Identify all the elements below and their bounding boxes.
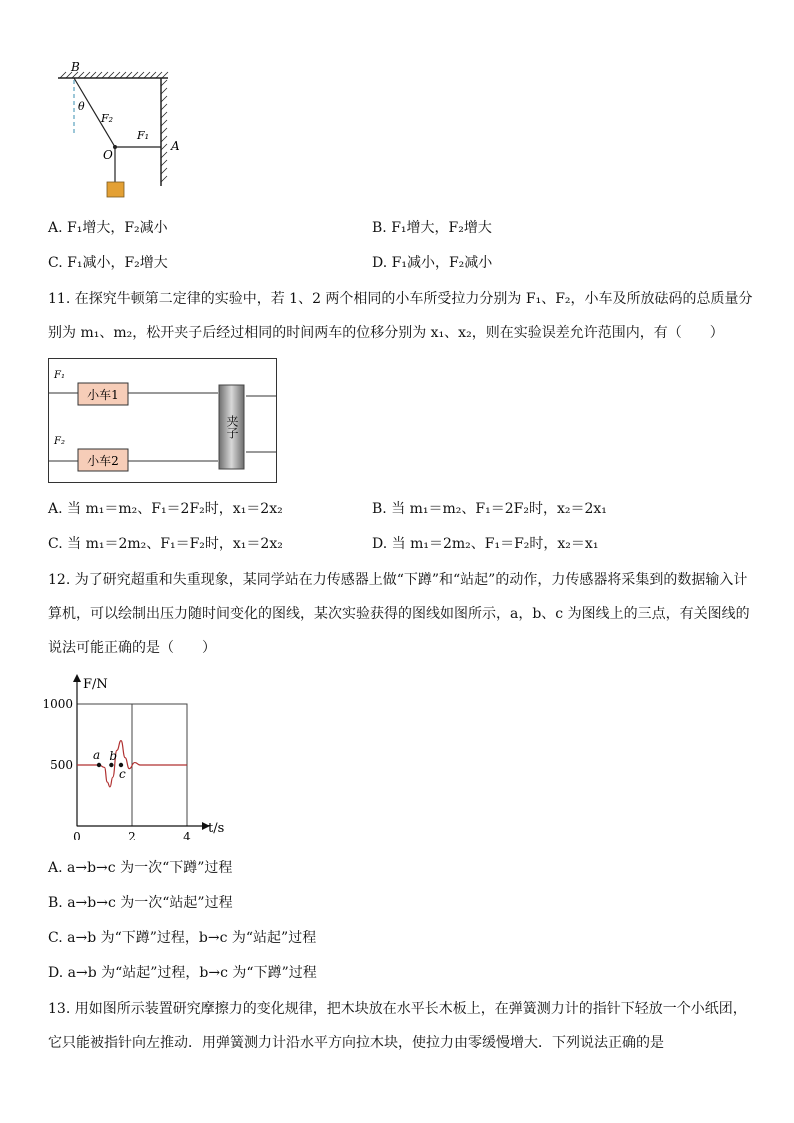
q10-diagram — [40, 58, 200, 208]
y-tick-label: 500 — [50, 758, 73, 772]
y-tick-label: 1000 — [42, 697, 73, 711]
q10-option-a: A. F₁增大，F₂减小 — [48, 220, 168, 236]
q11-option-a: A. 当 m₁＝m₂、F₁＝2F₂时，x₁＝2x₂ — [48, 501, 283, 517]
point-label-c: c — [119, 767, 126, 781]
label-O: O — [103, 148, 113, 162]
y-axis-arrow — [73, 674, 81, 682]
q10-option-b: B. F₁增大，F₂增大 — [372, 220, 492, 236]
car1-label: 小车1 — [87, 388, 119, 402]
q10-option-c: C. F₁减小，F₂增大 — [48, 255, 168, 271]
x-tick-label: 2 — [128, 830, 136, 840]
x-axis-label: t/s — [208, 821, 225, 836]
q12-option-d: D. a→b 为“站起”过程，b→c 为“下蹲”过程 — [48, 965, 317, 981]
label-F2: F₂ — [101, 112, 114, 125]
x-tick-label: 0 — [73, 830, 81, 840]
point-a — [97, 763, 101, 767]
point-label-a: a — [93, 748, 101, 762]
q11-stem-line1: 11. 在探究牛顿第二定律的实验中，若 1、2 两个相同的小车所受拉力分别为 F₁、F₂，小车及所放砝码的总质量分 — [48, 291, 753, 307]
q11-stem-line2: 别为 m₁、m₂，松开夹子后经过相同的时间两车的位移分别为 x₁、x₂，则在实验误差允许范围内，有（ ） — [48, 325, 724, 341]
label-theta: θ — [78, 100, 85, 113]
q11-diagram — [48, 358, 278, 484]
q11-option-c: C. 当 m₁＝2m₂、F₁＝F₂时，x₁＝2x₂ — [48, 536, 283, 552]
clip-label: 夹子 — [225, 415, 239, 439]
q12-stem-line1: 12. 为了研究超重和失重现象，某同学站在力传感器上做“下蹲”和“站起”的动作，力传感器将采集到的数据输入计 — [48, 572, 748, 588]
q11-label-f2: F₂ — [54, 436, 65, 447]
point-b — [109, 763, 113, 767]
q10-option-d: D. F₁减小，F₂减小 — [372, 255, 493, 271]
car2-label: 小车2 — [87, 454, 119, 468]
q13-stem-line1: 13. 用如图所示装置研究摩擦力的变化规律，把木块放在水平长木板上，在弹簧测力计的指针下轻放一个小纸团， — [48, 1001, 747, 1017]
x-tick-label: 4 — [183, 830, 191, 840]
label-A: A — [171, 139, 180, 153]
y-axis-label: F/N — [83, 677, 108, 692]
q13-stem-line2: 它只能被指针向左推动．用弹簧测力计沿水平方向拉木块，使拉力由零缓慢增大．下列说法正确的是 — [48, 1035, 664, 1051]
point-label-b: b — [109, 749, 118, 763]
q12-option-b: B. a→b→c 为一次“站起”过程 — [48, 895, 233, 911]
force-time-chart — [40, 670, 240, 840]
q12-option-c: C. a→b 为“下蹲”过程，b→c 为“站起”过程 — [48, 930, 317, 946]
q12-stem-line2: 算机，可以绘制出压力随时间变化的图线，某次实验获得的图线如图所示，a，b、c 为图线上的三点，有关图线的 — [48, 606, 750, 622]
q12-option-a: A. a→b→c 为一次“下蹲”过程 — [48, 860, 233, 876]
q11-option-d: D. 当 m₁＝2m₂、F₁＝F₂时，x₂＝x₁ — [372, 536, 599, 552]
q12-stem-line3: 说法可能正确的是（ ） — [48, 640, 216, 656]
label-F1: F₁ — [137, 129, 150, 142]
label-B: B — [71, 60, 80, 74]
q11-label-f1: F₁ — [54, 370, 65, 381]
q11-option-b: B. 当 m₁＝m₂、F₁＝2F₂时，x₂＝2x₁ — [372, 501, 607, 517]
